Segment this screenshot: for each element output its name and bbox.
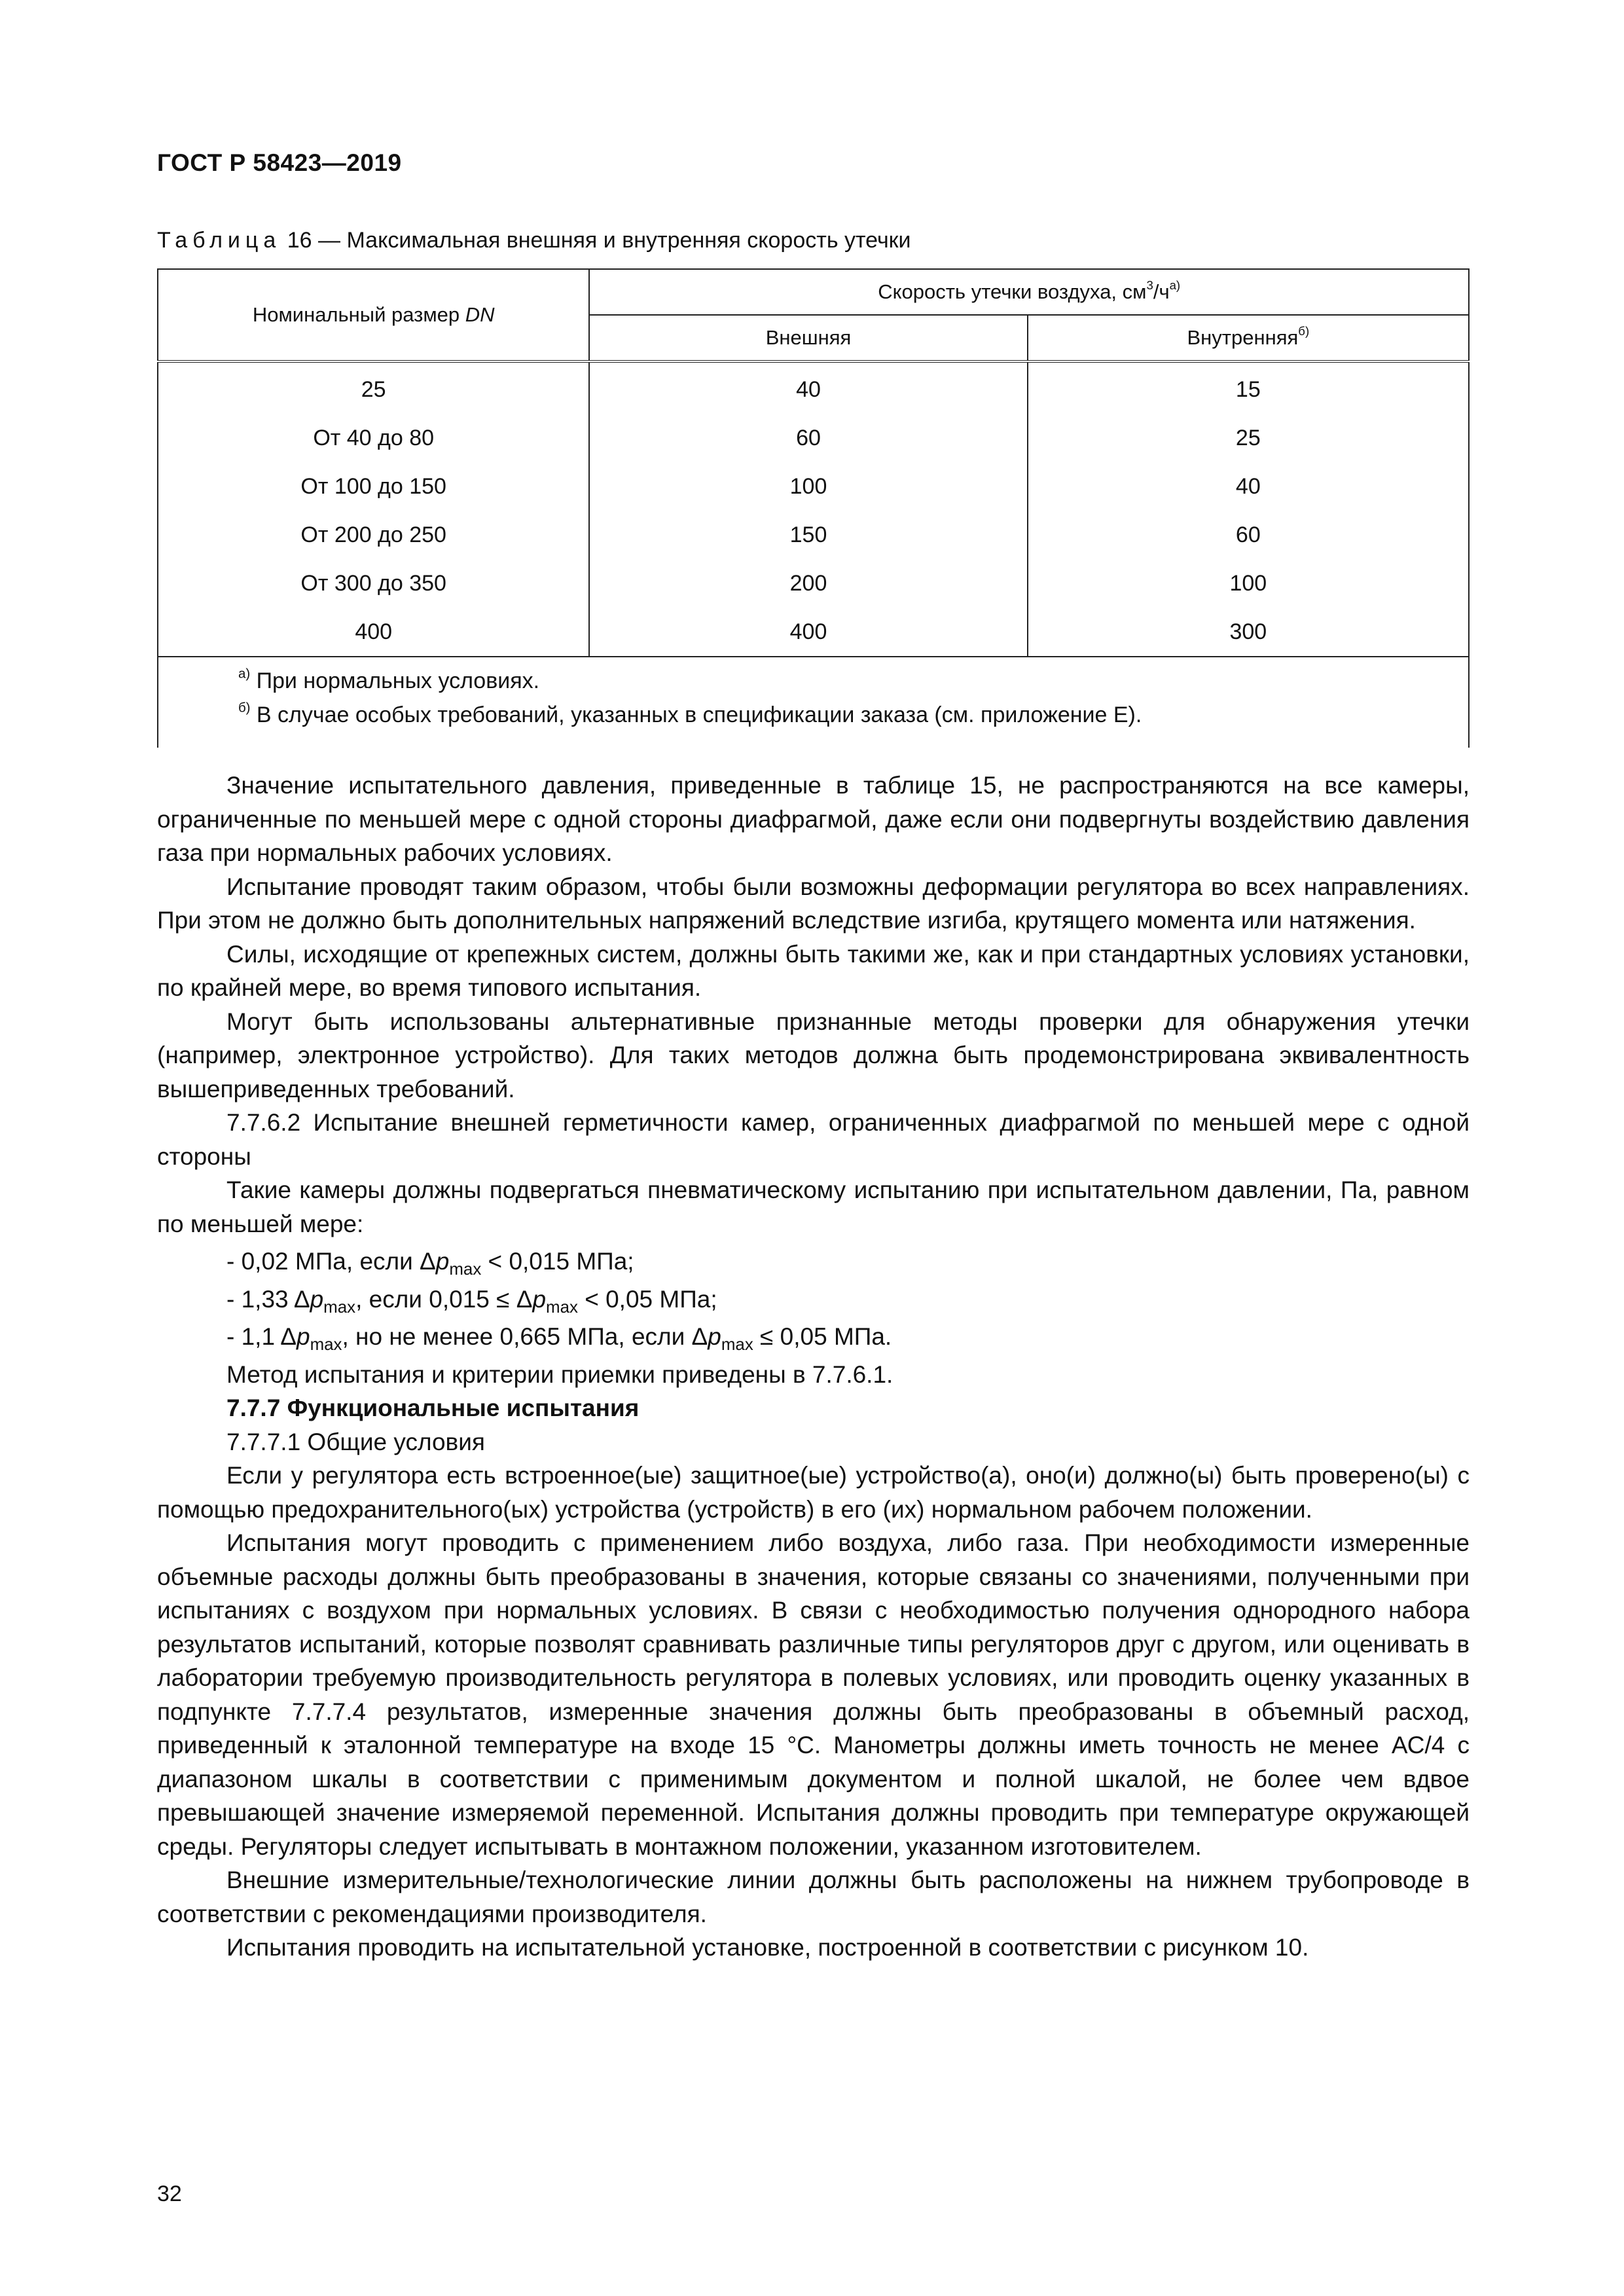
- table-caption-text: 16 — Максимальная внешняя и внутренняя скорость утечки: [281, 228, 911, 253]
- cell-dn: 25: [158, 361, 589, 414]
- body-text: [157, 769, 1470, 1965]
- paragraph: Такие камеры должны подвергаться пневматическому испытанию при испытательном давлении, Па, равном по меньшей мере:: [157, 1176, 1470, 1237]
- table-caption-label: Таблица: [157, 228, 281, 253]
- header-external: Внешняя: [589, 315, 1027, 361]
- table-note: $^{б)}$ В случае особых требований, указанных в спецификации заказа (см. приложение Е).: [238, 701, 1142, 727]
- cell-internal: 60: [1028, 511, 1469, 559]
- list-item: - 0,02 МПа, если $\Delta p_{max} < 0,015$ МПа;: [226, 1248, 634, 1279]
- paragraph: Метод испытания и критерии приемки приведены в 7.7.6.1.: [226, 1360, 893, 1388]
- cell-internal: 15: [1028, 361, 1469, 414]
- table-notes: [158, 657, 1469, 748]
- table-row: [158, 511, 1469, 559]
- paragraph: Испытания проводить на испытательной установке, построенной в соответствии с рисунком 10.: [226, 1934, 1309, 1961]
- table-row: [158, 608, 1469, 657]
- table-row: [158, 462, 1469, 511]
- paragraph: Внешние измерительные/технологические линии должны быть расположены на нижнем трубопроводе в соответствии с рекомендациями производителя.: [157, 1867, 1470, 1927]
- cell-external: 200: [589, 559, 1027, 608]
- cell-external: 150: [589, 511, 1027, 559]
- cell-external: 400: [589, 608, 1027, 657]
- cell-dn: От 300 до 350: [158, 559, 589, 608]
- header-nominal-size-dn: DN: [465, 303, 495, 326]
- header-leak-rate: Скорость утечки воздуха, $см^3/ч^{а)}$: [589, 269, 1469, 315]
- table-row: [158, 361, 1469, 414]
- cell-external: 100: [589, 462, 1027, 511]
- paragraph: Испытание проводят таким образом, чтобы были возможны деформации регулятора во всех направлениях. При этом не должно быть дополнительных напряжений вследствие изгиба, крутящего момента или натяжения.: [157, 873, 1470, 934]
- list-item: - 1,33 $\Delta p_{max}$, если $0,015 \le \Delta p_{max} < 0,05$ МПа;: [226, 1285, 717, 1317]
- paragraph: Значение испытательного давления, приведенные в таблице 15, не распространяются на все камеры, ограниченные по меньшей мере с одной стороны диафрагмой, даже если они подвергнуты воздействию давления газа при нормальных рабочих условиях.: [157, 772, 1470, 866]
- table-notes-row: [158, 657, 1469, 748]
- paragraph: Если у регулятора есть встроенное(ые) защитное(ые) устройство(а), оно(и) должно(ы) быть проверено(ы) с помощью предохранительного(ых) устройства (устройств) в его (их) нормальном рабочем положении.: [157, 1462, 1470, 1523]
- paragraph: Силы, исходящие от крепежных систем, должны быть такими же, как и при стандартных условиях установки, по крайней мере, во время типового испытания.: [157, 940, 1470, 1001]
- paragraph: Могут быть использованы альтернативные признанные методы проверки для обнаружения утечки (например, электронное устройство). Для таких методов должна быть продемонстрирована эквивалентность вышеприведенных требований.: [157, 1008, 1470, 1102]
- header-internal: Внутренняя$^{б)}$: [1028, 315, 1469, 361]
- page-number: 32: [157, 2181, 182, 2206]
- cell-dn: От 40 до 80: [158, 414, 589, 462]
- cell-external: 40: [589, 361, 1027, 414]
- cell-external: 60: [589, 414, 1027, 462]
- document-header: ГОСТ Р 58423—2019: [157, 149, 402, 176]
- cell-internal: 300: [1028, 608, 1469, 657]
- table-note: $^{а)}$ При нормальных условиях.: [238, 666, 540, 693]
- cell-dn: От 100 до 150: [158, 462, 589, 511]
- table-row: [158, 414, 1469, 462]
- list-item: - 1,1 $\Delta p_{max}$, но не менее 0,665 МПа, если $\Delta p_{max} \le 0,05$ МПа.: [226, 1323, 892, 1354]
- paragraph: Испытания могут проводить с применением либо воздуха, либо газа. При необходимости измеренные объемные расходы должны быть преобразованы в значения, которые связаны со значениями, полученными при испытаниях с воздухом при нормальных условиях. В связи с необходимостью получения однородного набора результатов испытаний, которые позволят сравнивать различные типы регуляторов друг с другом, или оценивать в лаборатории требуемую производительность регулятора в полевых условиях, или проводить оценку указанных в подпункте 7.7.7.4 результатов, измеренные значения должны быть преобразованы в объемный расход, приведенный к эталонной температуре на входе 15 °С. Манометры должны иметь точность не менее АС/4 с диапазоном шкалы в соответствии с применимым документом и полной шкалой, не более чем вдвое превышающей значение измеряемой переменной. Испытания должны проводить при температуре окружающей среды. Регуляторы следует испытывать в монтажном положении, указанном изготовителем.: [157, 1529, 1470, 1860]
- table-row: [158, 559, 1469, 608]
- table-caption: [157, 228, 911, 253]
- header-nominal-size: Номинальный размер DN: [158, 269, 589, 361]
- cell-dn: От 200 до 250: [158, 511, 589, 559]
- section-heading-7-7-6-2: 7.7.6.2 Испытание внешней герметичности камер, ограниченных диафрагмой по меньшей мере с одной стороны: [157, 1109, 1470, 1170]
- leak-rate-table: [157, 268, 1470, 748]
- section-heading-7-7-7-1: 7.7.7.1 Общие условия: [226, 1428, 485, 1455]
- cell-internal: 40: [1028, 462, 1469, 511]
- cell-dn: 400: [158, 608, 589, 657]
- cell-internal: 25: [1028, 414, 1469, 462]
- cell-internal: 100: [1028, 559, 1469, 608]
- section-heading-7-7-7: 7.7.7 Функциональные испытания: [226, 1394, 640, 1421]
